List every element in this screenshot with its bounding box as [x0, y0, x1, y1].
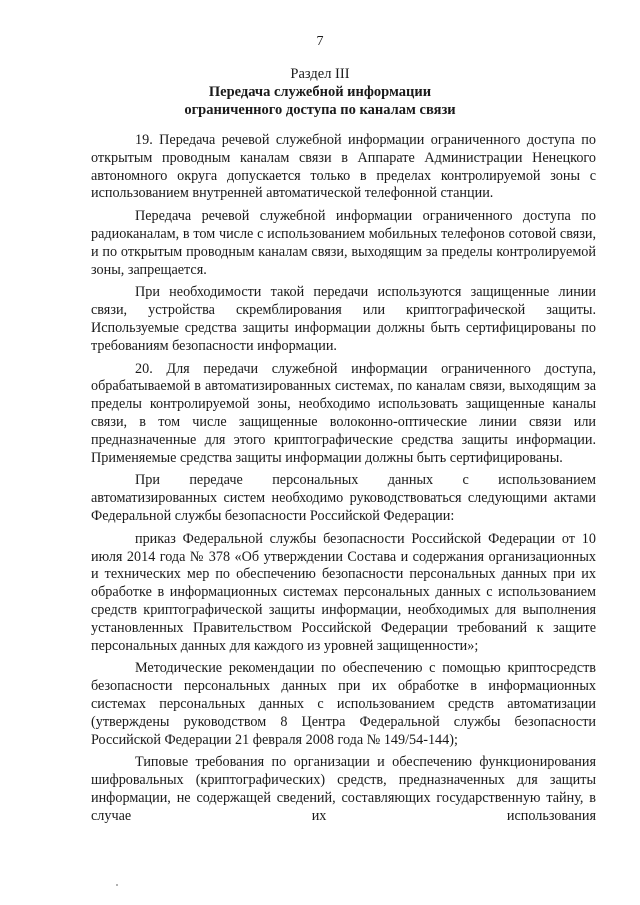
section-heading [0, 65, 640, 119]
paragraph-protected-lines: При необходимости такой передачи используются защищенные линии связи, устройства скремблирования или криптографической защиты. Используемые средства защиты информации должны быть сертифицированы по требованиям безопасности информации. [91, 284, 596, 354]
paragraph-personal-data: При передаче персональных данных с использованием автоматизированных систем необходимо руководствоваться следующими актами Федеральной службы безопасности Российской Федерации: [91, 472, 596, 524]
paragraph-20-automated-systems: 20. Для передачи служебной информации ограниченного доступа, обрабатываемой в автоматизированных системах, по каналам связи, выходящим за пределы контролируемой зоны, необходимо использовать защищенные каналы связи, в том числе защищенные волоконно-оптические линии связи или предназначенные для этого криптографические средства защиты информации. Применяемые средства защиты информации должны быть сертифицированы. [91, 360, 596, 466]
section-label: Раздел III [290, 66, 350, 82]
scan-speck [116, 884, 118, 886]
paragraph-radio-prohibition: Передача речевой служебной информации ограниченного доступа по радиоканалам, в том числе с использованием мобильных телефонов сотовой связи, и по открытым проводным каналам связи, выходящим за пределы контролируемой зоны, запрещается. [91, 208, 596, 278]
section-title-line-1: Передача служебной информации [208, 84, 432, 100]
page-number: 7 [316, 34, 324, 49]
paragraph-fsb-order-378: приказ Федеральной службы безопасности Российской Федерации от 10 июля 2014 года № 378 «Об утверждении Состава и содержания организационных и технических мер по обеспечению безопасности персональных данных при их обработке в информационных системах персональных данных с использованием средств криптографической защиты информации, необходимых для выполнения установленных Правительством Российской Федерации требований к защите персональных данных для каждого из уровней защищенности»; [91, 530, 596, 654]
document-body [91, 132, 596, 830]
section-title-line-2: ограниченного доступа по каналам связи [184, 102, 456, 118]
paragraph-typical-requirements: Типовые требования по организации и обеспечению функционирования шифровальных (криптографических) средств, предназначенных для защиты информации, не содержащей сведений, составляющих государственную тайну, в случае их использования [91, 754, 596, 824]
paragraph-methodical-recommendations: Методические рекомендации по обеспечению с помощью криптосредств безопасности персональных данных при их обработке в информационных системах персональных данных с использованием средств автоматизации (утверждены руководством 8 Центра Федеральной службы безопасности Российской Федерации 21 февраля 2008 года № 149/54-144); [91, 660, 596, 748]
paragraph-19-phone: 19. Передача речевой служебной информации ограниченного доступа по открытым проводным каналам связи в Аппарате Администрации Ненецкого автономного округа допускается только в пределах контролируемой зоны с использованием внутренней автоматической телефонной станции. [91, 132, 596, 202]
